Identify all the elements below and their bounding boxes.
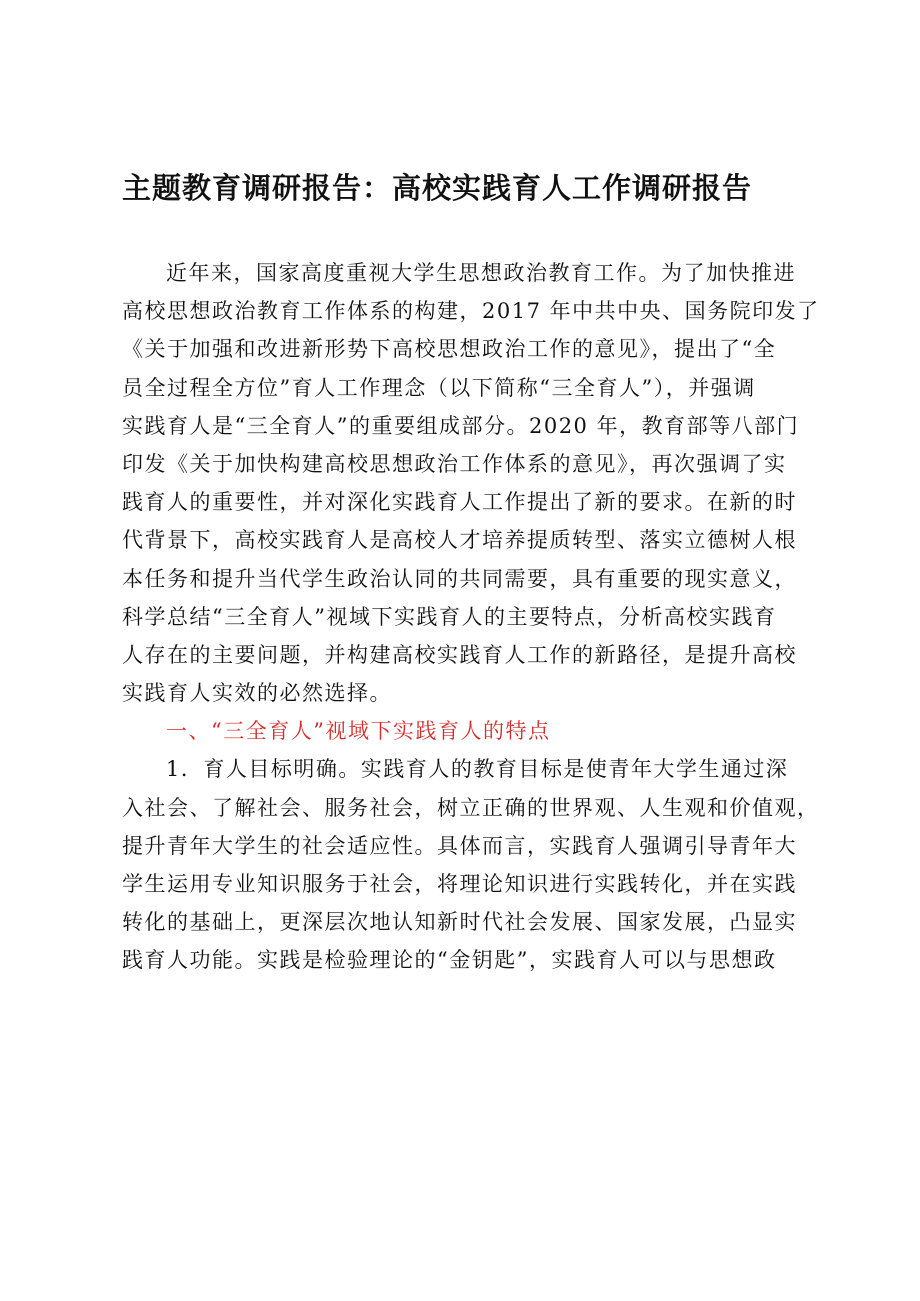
paragraph-line: 践育人功能。实践是检验理论的“金钥匙”，实践育人可以与思想政 (122, 948, 777, 973)
paragraph-line: 近年来，国家高度重视大学生思想政治教育工作。为了加快推进 (166, 261, 796, 285)
document-title: 主题教育调研报告：高校实践育人工作调研报告 (122, 171, 753, 205)
paragraph-line: 《关于加强和改进新形势下高校思想政治工作的意见》，提出了“全 (122, 337, 777, 362)
paragraph-line: 践育人的重要性，并对深化实践育人工作提出了新的要求。在新的时 (122, 490, 797, 515)
paragraph-line: 本任务和提升当代学生政治认同的共同需要，具有重要的现实意义， (122, 566, 797, 591)
paragraph-line: 实践育人实效的必然选择。 (122, 681, 392, 706)
paragraph-line: 1．育人目标明确。实践育人的教育目标是使青年大学生通过深 (166, 757, 789, 782)
paragraph-line: 科学总结“三全育人”视域下实践育人的主要特点，分析高校实践育 (122, 604, 777, 629)
document-body (122, 254, 818, 980)
paragraph-line: 印发《关于加快构建高校思想政治工作体系的意见》，再次强调了实 (122, 451, 787, 476)
paragraph-line: 代背景下，高校实践育人是高校人才培养提质转型、落实立德树人根 (122, 528, 797, 553)
paragraph-line: 学生运用专业知识服务于社会，将理论知识进行实践转化，并在实践 (122, 872, 797, 896)
paragraph-line: 员全过程全方位”育人工作理念（以下简称“三全育人”），并强调 (122, 375, 756, 400)
paragraph-line: 高校思想政治教育工作体系的构建，2017 年中共中央、国务院印发了 (122, 299, 820, 324)
paragraph-line: 人存在的主要问题，并构建高校实践育人工作的新路径，是提升高校 (122, 642, 797, 667)
section-heading: 一、“三全育人”视域下实践育人的特点 (166, 719, 551, 744)
paragraph-line: 提升青年大学生的社会适应性。具体而言，实践育人强调引导青年大 (122, 833, 797, 858)
paragraph-line: 转化的基础上，更深层次地认知新时代社会发展、国家发展，凸显实 (122, 910, 797, 935)
paragraph-line: 入社会、了解社会、服务社会，树立正确的世界观、人生观和价值观， (122, 795, 820, 820)
paragraph-line: 实践育人是“三全育人”的重要组成部分。2020 年，教育部等八部门 (122, 413, 800, 438)
